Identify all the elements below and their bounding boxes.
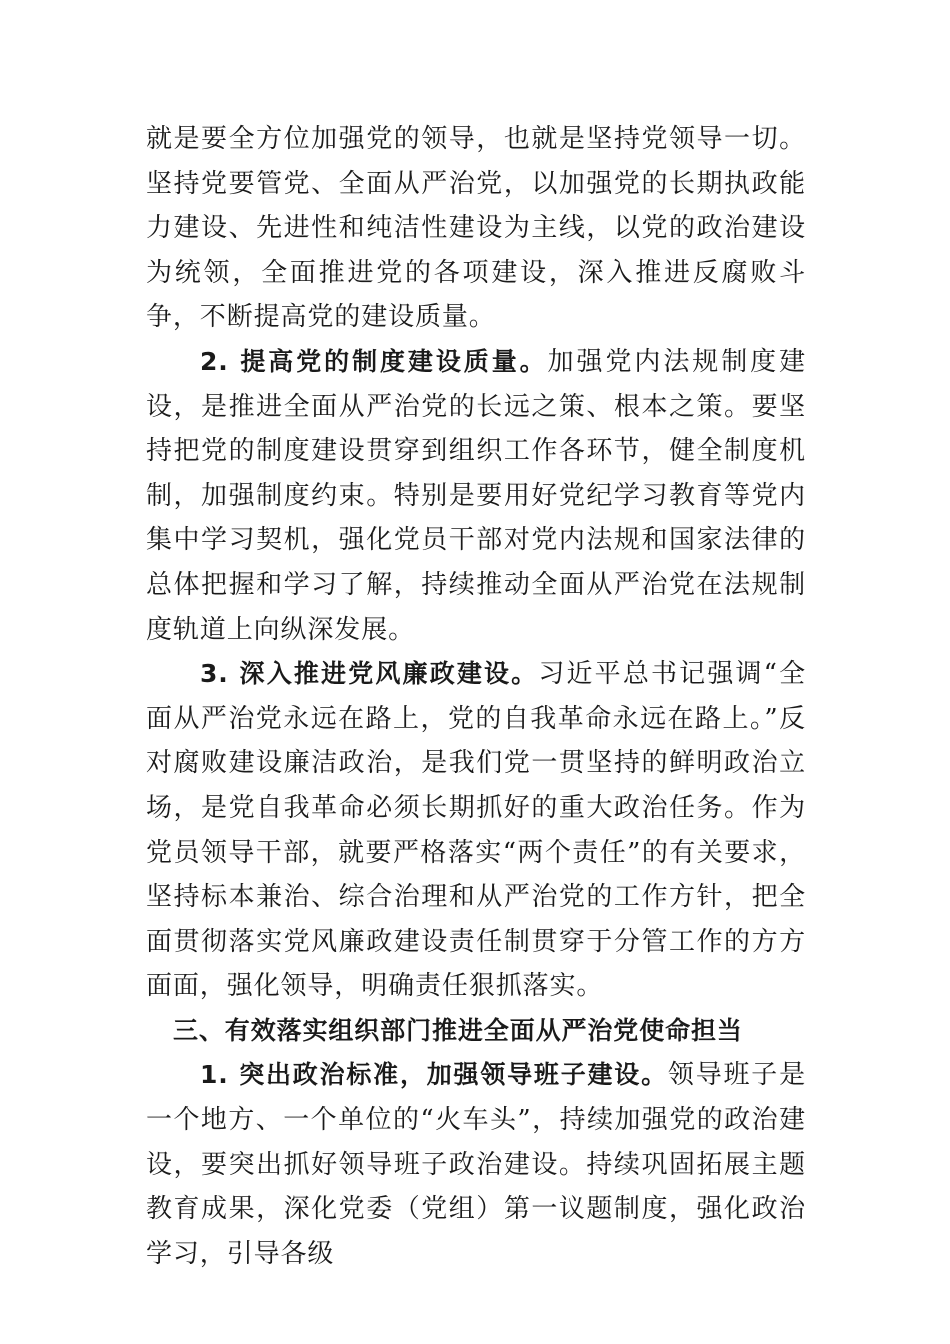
paragraph-item-2: [146, 340, 806, 652]
item-3-lead: 3. 深入推进党风廉政建设。: [200, 659, 539, 689]
item-2-body: 加强党内法规制度建设，是推进全面从严治党的长远之策、根本之策。要坚持把党的制度建设贯穿到组织工作各环节，健全制度机制，加强制度约束。特别是要用好党纪学习教育等党内集中学习契机，强化党员干部对党内法规和国家法律的总体把握和学习了解，持续推动全面从严治党在法规制度轨道上向纵深发展。: [146, 346, 806, 645]
document-page: [146, 117, 806, 1276]
paragraph-continuation: [146, 117, 806, 340]
item-1-lead: 1. 突出政治标准，加强领导班子建设。: [200, 1060, 668, 1090]
paragraph-item-1: [146, 1053, 806, 1276]
item-2-lead: 2. 提高党的制度建设质量。: [200, 346, 548, 376]
paragraph-item-3: [146, 652, 806, 1009]
section-heading-3: 三、有效落实组织部门推进全面从严治党使命担当: [173, 1015, 743, 1045]
item-1-body: 领导班子是一个地方、一个单位的“火车头”，持续加强党的政治建设，要突出抓好领导班子政治建设。持续巩固拓展主题教育成果，深化党委（党组）第一议题制度，强化政治学习，引导各级: [146, 1060, 806, 1269]
paragraph-text: 就是要全方位加强党的领导，也就是坚持党领导一切。坚持党要管党、全面从严治党，以加强党的长期执政能力建设、先进性和纯洁性建设为主线，以党的政治建设为统领，全面推进党的各项建设，深入推进反腐败斗争，不断提高党的建设质量。: [146, 124, 806, 333]
item-3-body: 习近平总书记强调“全面从严治党永远在路上，党的自我革命永远在路上。”反对腐败建设廉洁政治，是我们党一贯坚持的鲜明政治立场，是党自我革命必须长期抓好的重大政治任务。作为党员领导干部，就要严格落实“两个责任”的有关要求，坚持标本兼治、综合治理和从严治党的工作方针，把全面贯彻落实党风廉政建设责任制贯穿于分管工作的方方面面，强化领导，明确责任狠抓落实。: [146, 659, 806, 1002]
